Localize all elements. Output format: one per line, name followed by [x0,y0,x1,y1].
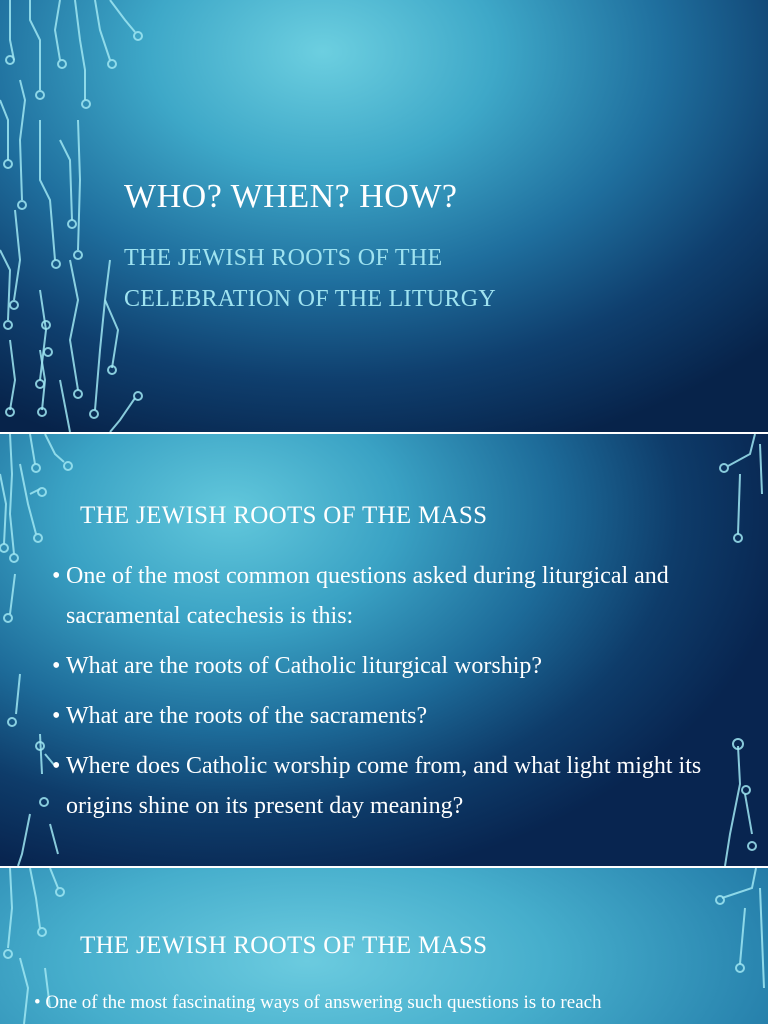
subtitle-line-2: CELEBRATION OF THE LITURGY [124,286,497,312]
slide-subtitle [124,238,644,320]
bullet-item: • Where does Catholic worship come from, and what light might its origins shine on its present day meaning? [52,746,732,826]
slide-3 [0,868,768,1024]
bullet-list [52,556,732,836]
bullet-dot-icon: • [34,992,46,1013]
slide-1 [0,0,768,432]
bullet-item: • What are the roots of the sacraments? [52,696,732,736]
slide-heading: THE JEWISH ROOTS OF THE MASS [80,502,488,529]
bullet-item: • What are the roots of Catholic liturgical worship? [52,646,732,686]
slide-title: WHO? WHEN? HOW? [124,178,458,215]
bullet-dot-icon: • [52,753,61,779]
bullet-item: • One of the most fascinating ways of answering such questions is to reach [34,992,602,1013]
slide-heading: THE JEWISH ROOTS OF THE MASS [80,932,488,959]
bullet-dot-icon: • [52,653,61,679]
bullet-dot-icon: • [52,563,61,589]
bullet-dot-icon: • [52,703,61,729]
circuit-decoration-icon [0,0,768,432]
bullet-item: • One of the most common questions asked during liturgical and sacramental catechesis is this: [52,556,732,636]
subtitle-line-1: THE JEWISH ROOTS OF THE [124,245,443,271]
slide-2 [0,434,768,866]
